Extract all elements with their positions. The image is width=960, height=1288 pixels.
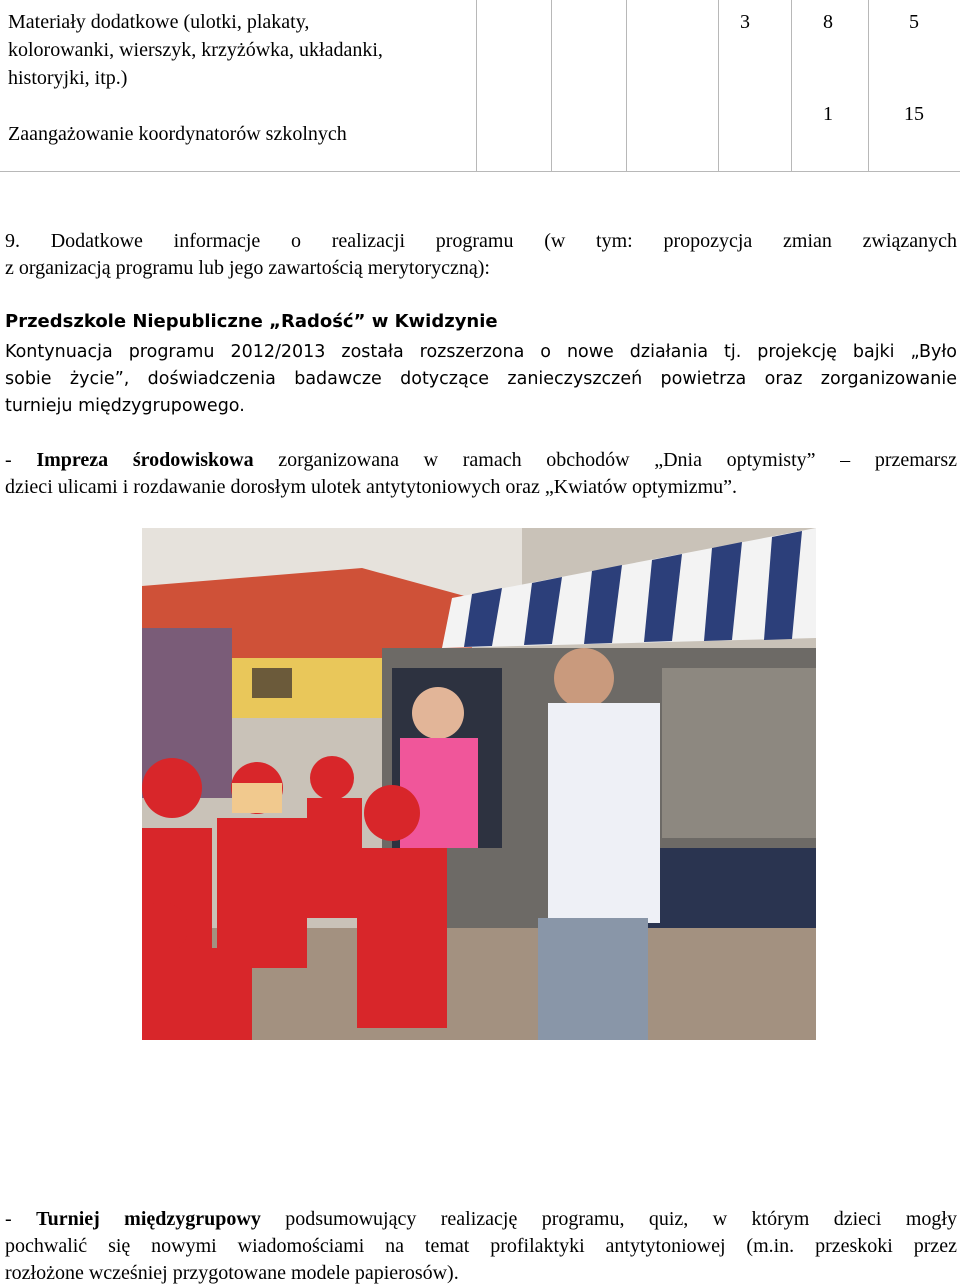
event-paragraph (5, 447, 957, 501)
paragraph-line (5, 447, 957, 474)
paragraph-line: dzieci ulicami i rozdawanie dorosłym ulotek antytytoniowych oraz „Kwiatów optymizmu”. (5, 476, 738, 498)
table-divider (551, 0, 552, 172)
table-cell-value: 5 (909, 11, 919, 33)
table-row-label: Zaangażowanie koordynatorów szkolnych (8, 123, 347, 145)
event-text: zorganizowana w ramach obchodów „Dnia optymisty” – przemarsz (253, 449, 958, 471)
event-title: Turniej międzygrupowy (36, 1208, 261, 1230)
table-bottom-border (0, 171, 960, 172)
paragraph-line: z organizacją programu lub jego zawartością merytoryczną): (5, 257, 490, 279)
event-photo (142, 528, 816, 1040)
table-cell-value: 1 (823, 103, 833, 125)
paragraph-line: pochwalić się nowymi wiadomościami na temat profilaktyki antytytoniowej (m.in. przeskoki przez (5, 1235, 957, 1257)
table-divider (868, 0, 869, 172)
paragraph-line: 9. Dodatkowe informacje o realizacji programu (w tym: propozycja zmian związanych (5, 230, 957, 252)
table-cell-value: 8 (823, 11, 833, 33)
bullet-dash: - (5, 449, 37, 471)
table-cell-value: 3 (740, 11, 750, 33)
event-title: Impreza środowiskowa (36, 449, 254, 471)
paragraph-line (5, 1206, 957, 1233)
table-divider (626, 0, 627, 172)
paragraph-line: Kontynuacja programu 2012/2013 została rozszerzona o nowe działania tj. projekcję bajki „Było (5, 342, 957, 362)
table-cell-value: 15 (904, 103, 924, 125)
bullet-dash: - (5, 1208, 37, 1230)
table-row-label-line: historyjki, itp.) (8, 67, 128, 89)
table-divider (718, 0, 719, 172)
kindergarten-paragraph (5, 339, 957, 420)
table-divider (476, 0, 477, 172)
section-9-paragraph (5, 228, 957, 282)
table-row-label (8, 8, 383, 92)
table-divider (791, 0, 792, 172)
table-row-label-line: kolorowanki, wierszyk, krzyżówka, układanki, (8, 39, 383, 61)
paragraph-line: turnieju międzygrupowego. (5, 396, 245, 416)
event-text: podsumowujący realizację programu, quiz, w którym dzieci mogły (260, 1208, 957, 1230)
kindergarten-heading: Przedszkole Niepubliczne „Radość” w Kwidzynie (5, 311, 498, 332)
tournament-paragraph (5, 1206, 957, 1287)
table-row-label-line: Materiały dodatkowe (ulotki, plakaty, (8, 11, 310, 33)
paragraph-line: sobie życie”, doświadczenia badawcze dotyczące zanieczyszczeń powietrza oraz zorganizowanie (5, 369, 957, 389)
paragraph-line: rozłożone wcześniej przygotowane modele papierosów). (5, 1262, 459, 1284)
materials-table (0, 0, 960, 172)
